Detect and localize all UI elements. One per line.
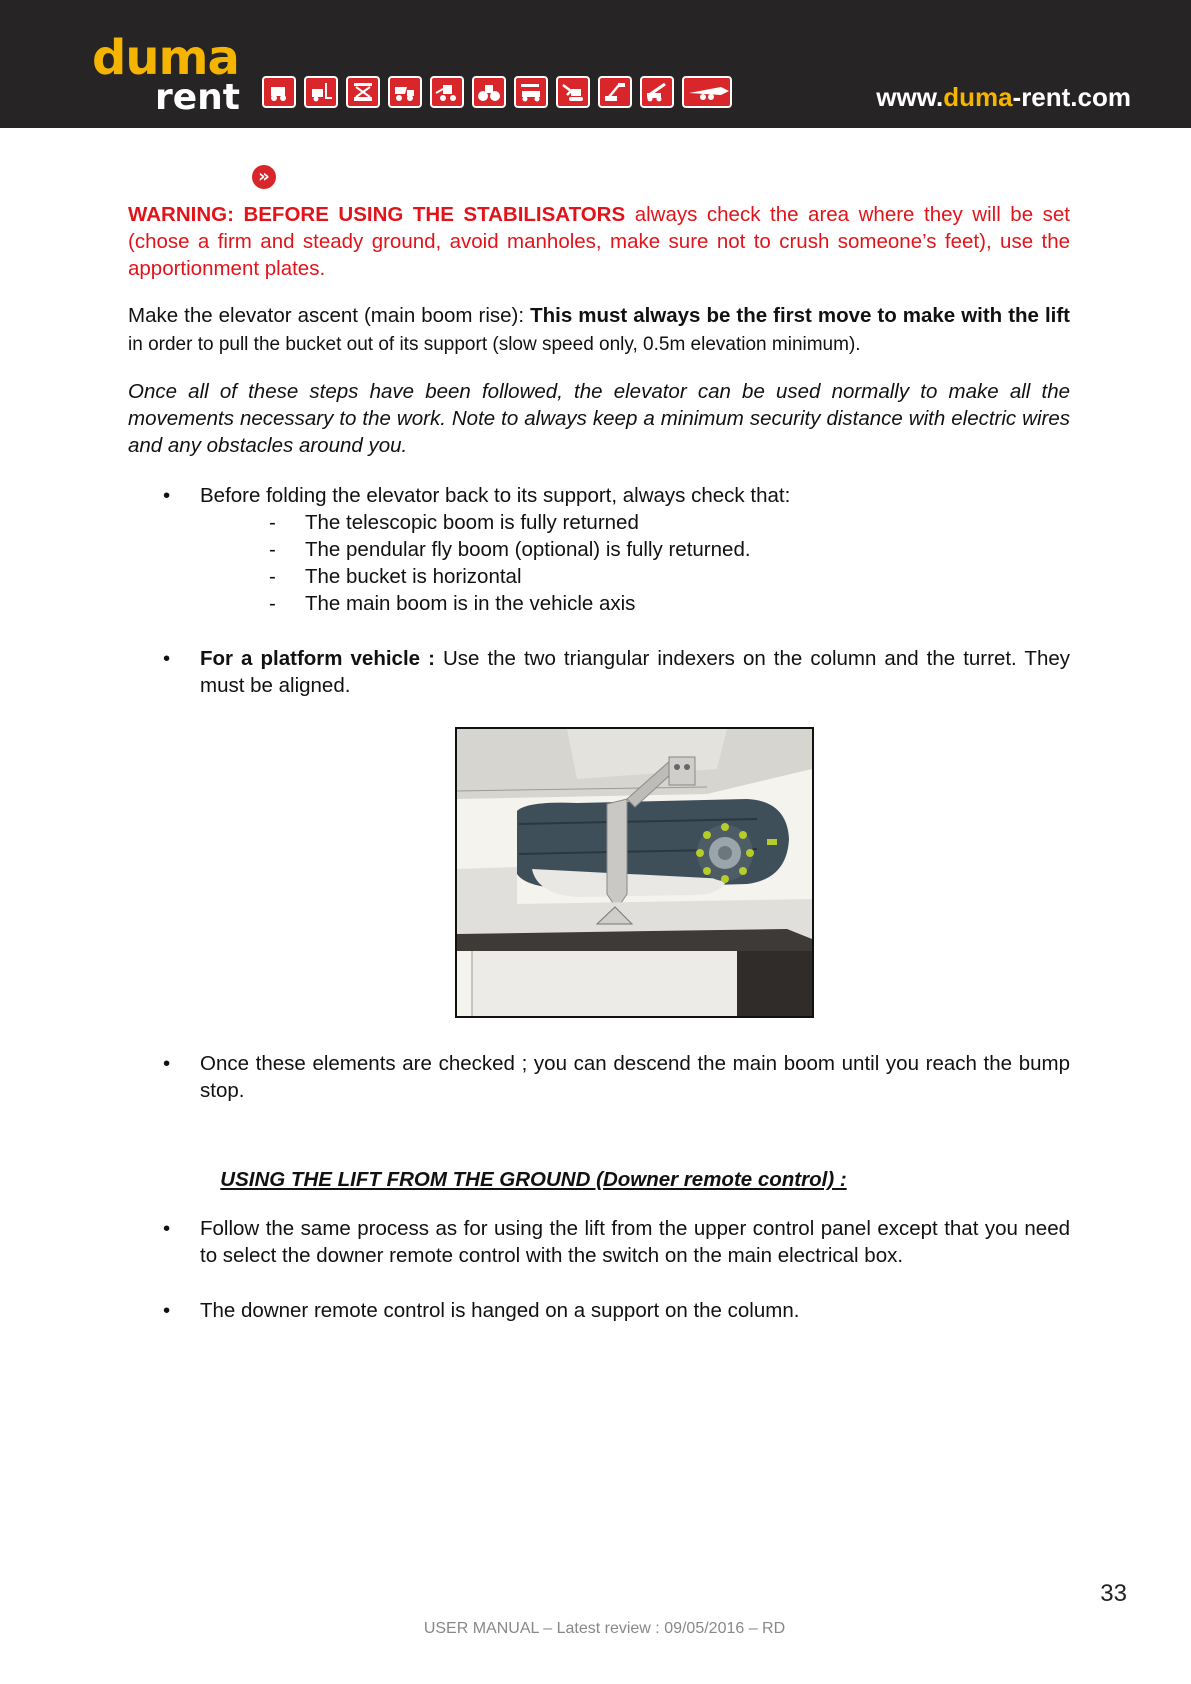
platform-rest: Use the two triangular indexers on the column and the turret. They must be aligned. <box>200 647 1070 697</box>
check-text: The main boom is in the vehicle axis <box>305 592 636 615</box>
ascent-bold: This must always be the first move to make with the lift <box>530 304 1070 327</box>
check-dash: - <box>269 511 276 534</box>
bullet-dot: • <box>163 647 171 670</box>
bullet-dot: • <box>163 1052 171 1075</box>
mini-dumper-icon <box>388 76 422 108</box>
loader-icon <box>430 76 464 108</box>
logo-rent <box>126 77 270 187</box>
turret-indexer-figure <box>455 727 814 1018</box>
url-accent: duma <box>943 82 1013 112</box>
check-dash: - <box>269 538 276 561</box>
check-text: The bucket is horizontal <box>305 565 522 588</box>
check-text: The pendular fly boom (optional) is fully returned. <box>305 538 751 561</box>
check-text: The telescopic boom is fully returned <box>305 511 639 534</box>
boom-lift-icon <box>598 76 632 108</box>
url-suffix: -rent.com <box>1012 82 1131 112</box>
scissor-lift-icon <box>346 76 380 108</box>
ground-text: Follow the same process as for using the lift from the upper control panel except that you need to select the downer remote control with the switch on the main electrical box. <box>200 1217 1070 1267</box>
machine-icon-strip <box>262 76 732 110</box>
ascent-paragraph <box>128 302 1070 358</box>
telehandler-icon <box>640 76 674 108</box>
compactor-icon <box>472 76 506 108</box>
forklift-icon <box>304 76 338 108</box>
url-prefix: www. <box>876 82 944 112</box>
ground-text: The downer remote control is hanged on a support on the column. <box>200 1299 800 1322</box>
platform-bold: For a platform vehicle : <box>200 647 435 670</box>
logo-rent-text: rent <box>155 77 241 118</box>
page-number: 33 <box>1100 1580 1127 1607</box>
check-dash: - <box>269 592 276 615</box>
mini-excavator-icon <box>556 76 590 108</box>
descend-text: Once these elements are checked ; you can descend the main boom until you reach the bump stop. <box>200 1052 1070 1102</box>
platform-text <box>200 645 1070 699</box>
check-dash: - <box>269 565 276 588</box>
footer-text: USER MANUAL – Latest review : 09/05/2016 – RD <box>423 1620 786 1637</box>
warning-text: always check the area where they will be set (chose a firm and steady ground, avoid manholes, make sure not to crush someone’s feet), use the apportionment plates. <box>128 203 1070 280</box>
footer <box>0 1620 1191 1638</box>
website-url[interactable] <box>876 82 1131 113</box>
warning-heading: WARNING: BEFORE USING THE STABILISATORS <box>128 203 626 226</box>
bullet-dot: • <box>163 484 171 507</box>
section-heading <box>0 1168 1191 1192</box>
page-header <box>0 0 1191 187</box>
ascent-intro: Make the elevator ascent (main boom rise): <box>128 304 531 327</box>
bullet-dot: • <box>163 1299 171 1322</box>
logo-duma: duma <box>92 30 239 86</box>
usage-note: Once all of these steps have been followed, the elevator can be used normally to make all the movements necessary to the work. Note to always keep a minimum security distance with electric wires and any obstacles around you. <box>128 380 1070 457</box>
trailer-icon <box>682 76 732 108</box>
turret-indexer-illustration <box>457 729 812 1016</box>
section-heading-text: USING THE LIFT FROM THE GROUND (Downer remote control) : <box>220 1168 847 1191</box>
crane-truck-icon <box>514 76 548 108</box>
warning-paragraph <box>128 201 1070 282</box>
skid-steer-icon <box>262 76 296 108</box>
folding-text: Before folding the elevator back to its support, always check that: <box>200 484 791 507</box>
bullet-dot: • <box>163 1217 171 1240</box>
logo-arrows-icon: » <box>252 165 276 189</box>
ascent-rest: in order to pull the bucket out of its support (slow speed only, 0.5m elevation minimum). <box>128 334 861 355</box>
